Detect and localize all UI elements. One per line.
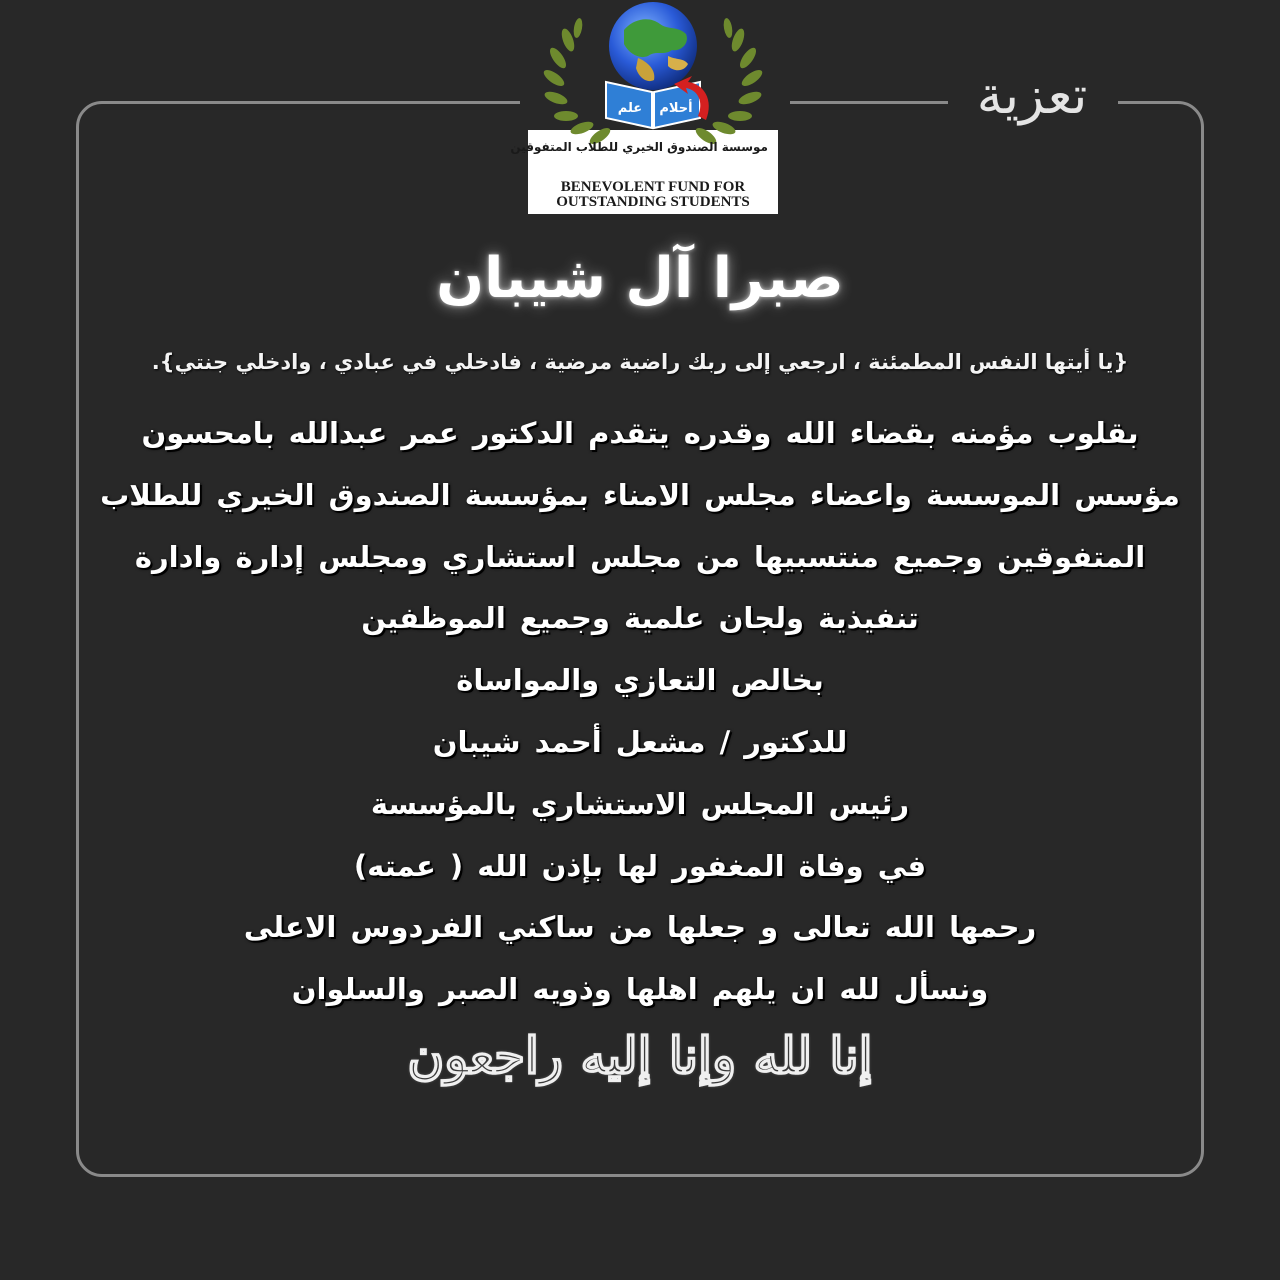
message-line: بخالص التعازي والمواساة xyxy=(456,663,824,698)
condolence-label: تعزية xyxy=(976,66,1088,126)
laurel-right-icon xyxy=(693,17,764,147)
calligraphy-text: إنا لله وإنا إليه راجعون xyxy=(407,1025,873,1085)
message-line: في وفاة المغفور لها بإذن الله ( عمته) xyxy=(353,848,927,883)
message-line: المتفوقين وجميع منتسبيها من مجلس استشاري ومجلس إدارة وادارة xyxy=(134,539,1146,574)
headline: صبرا آل شيبان xyxy=(436,246,844,311)
svg-text:علم: علم xyxy=(617,101,643,116)
logo-arabic-name: موسسة الصندوق الخيري للطلاب المتفوقين xyxy=(510,140,768,154)
calligraphy-istirja xyxy=(407,1000,873,1110)
logo-english-line2: OUTSTANDING STUDENTS xyxy=(556,194,750,210)
message-line: مؤسس الموسسة واعضاء مجلس الامناء بمؤسسة الصندوق الخيري للطلاب xyxy=(100,477,1180,512)
globe-icon xyxy=(609,2,697,90)
message-line: تنفيذية ولجان علمية وجميع الموظفين xyxy=(361,601,919,636)
condolence-message xyxy=(40,404,1240,1022)
quran-verse: {يا أيتها النفس المطمئنة ، ارجعي إلى ربك راضية مرضية ، فادخلي في عبادي ، وادخلي جنتي}. xyxy=(151,350,1129,374)
logo-english-line1: BENEVOLENT FUND FOR xyxy=(560,179,746,195)
message-line: ونسأل لله ان يلهم اهلها وذويه الصبر والسلوان xyxy=(291,972,989,1007)
laurel-left-icon xyxy=(541,17,612,147)
message-line: بقلوب مؤمنه بقضاء الله وقدره يتقدم الدكتور عمر عبدالله بامحسون xyxy=(141,416,1139,450)
message-line: رئيس المجلس الاستشاري بالمؤسسة xyxy=(370,786,910,821)
logo-english-name xyxy=(534,180,772,210)
svg-text:أحلام: أحلام xyxy=(659,101,693,116)
message-line: رحمها الله تعالى و جعلها من ساكني الفردوس الاعلى xyxy=(243,910,1037,945)
message-line: للدكتور / مشعل أحمد شيبان xyxy=(432,724,848,759)
foundation-logo xyxy=(510,0,778,214)
